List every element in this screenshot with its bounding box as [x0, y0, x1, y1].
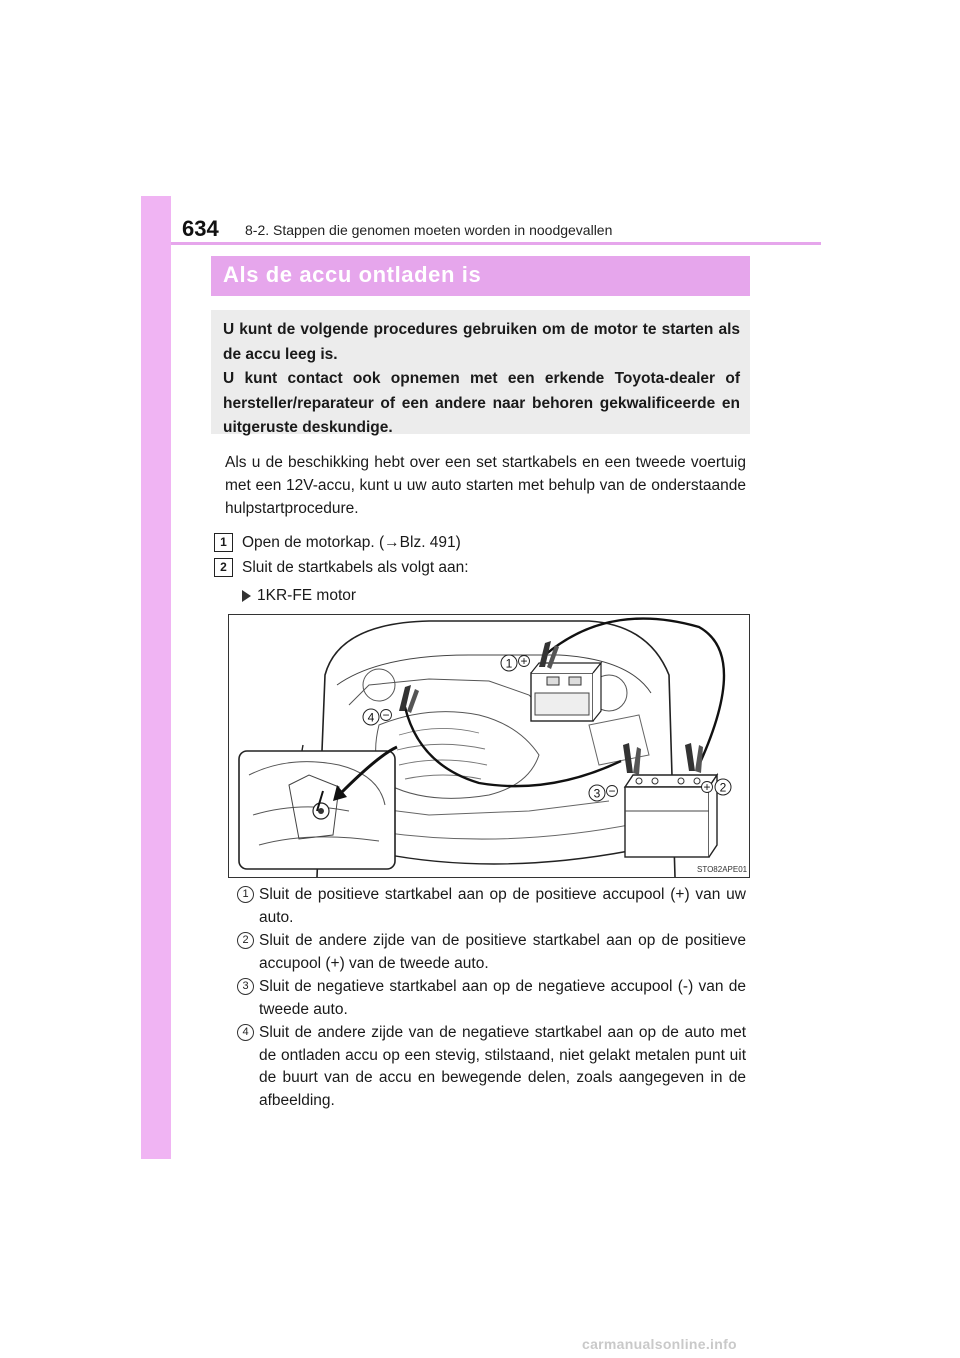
jump-start-illustration [228, 614, 750, 878]
list-item [237, 976, 746, 1021]
step-text: Sluit de startkabels als volgt aan: [242, 559, 469, 576]
svg-text:−: − [608, 784, 616, 798]
section-title: Als de accu ontladen is [211, 256, 750, 296]
clamp-icon [623, 743, 641, 775]
intro-paragraph-2: U kunt contact ook opnemen met een erkende Toyota-dealer of hersteller/reparateur of een andere naar behoren gekwalificeerde en uitgeruste deskundige. [223, 370, 740, 436]
callout-3 [589, 784, 618, 801]
chapter-tab-strip [141, 196, 171, 1159]
circled-number: 2 [237, 932, 254, 949]
engine-bay-drawing [229, 615, 749, 877]
figure-code: STO82APE01 [697, 865, 748, 874]
page-number: 634 [182, 216, 219, 241]
step-text: Open de motorkap. (→Blz. 491) [242, 534, 461, 551]
inset-detail-box [239, 751, 395, 869]
callout-4 [363, 708, 392, 725]
list-item [237, 930, 746, 975]
list-item-text: Sluit de andere zijde van de positieve startkabel aan op de positieve accupool (+) van de tweede auto. [259, 932, 746, 972]
car-battery-icon [531, 663, 601, 721]
list-item-text: Sluit de negatieve startkabel aan op de negatieve accupool (-) van de tweede auto. [259, 978, 746, 1018]
list-item [237, 1022, 746, 1112]
triangle-bullet-icon [242, 590, 251, 602]
callout-1 [501, 654, 530, 671]
svg-text:+: + [520, 654, 528, 668]
intro-box [211, 310, 750, 434]
svg-text:+: + [703, 780, 711, 794]
list-item-text: Sluit de positieve startkabel aan op de positieve accupool (+) van uw auto. [259, 886, 746, 926]
clamp-icon [399, 685, 419, 713]
circled-number: 1 [237, 886, 254, 903]
sub-heading-text: 1KR-FE motor [257, 587, 357, 604]
intro-paragraph-1: U kunt de volgende procedures gebruiken om de motor te starten als de accu leeg is. [223, 321, 740, 363]
clamp-icon [685, 743, 703, 773]
svg-text:3: 3 [593, 786, 601, 801]
step-number-badge: 1 [214, 533, 233, 552]
circled-number: 4 [237, 1024, 254, 1041]
step-number-badge: 2 [214, 558, 233, 577]
running-head: 8-2. Stappen die genomen moeten worden in noodgevallen [245, 222, 613, 238]
list-item-text: Sluit de andere zijde van de negatieve startkabel aan op de auto met de ontladen accu op een stevig, stilstaand, niet gelakt metalen punt uit de buurt van de accu en bewegende delen, zoals aangegeven in de afbeelding. [259, 1024, 746, 1109]
list-item [237, 884, 746, 929]
svg-text:−: − [382, 708, 390, 722]
svg-text:4: 4 [367, 710, 375, 725]
body-paragraph: Als u de beschikking hebt over een set startkabels en een tweede voertuig met een 12V-accu, kunt u uw auto starten met behulp van de onderstaande hulpstartprocedure. [225, 454, 746, 517]
circled-number: 3 [237, 978, 254, 995]
header-rule [171, 242, 821, 245]
watermark: carmanualsonline.info [582, 1336, 737, 1352]
svg-text:2: 2 [719, 780, 727, 795]
svg-text:1: 1 [505, 656, 513, 671]
